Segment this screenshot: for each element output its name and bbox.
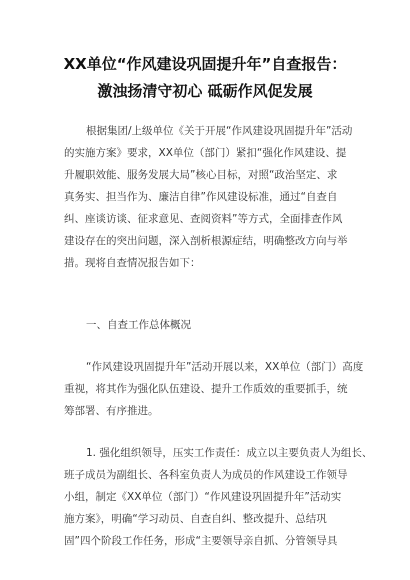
document-title-line-1: XX单位“作风建设巩固提升年”自查报告： xyxy=(63,55,347,73)
item1-line: 班子成员为副组长、各科室负责人为成员的作风建设工作领导 xyxy=(64,469,348,481)
document-title-line-2: 激浊扬清守初心 砥砺作风促发展 xyxy=(97,82,313,100)
item1-line: 1. 强化组织领导，压实工作责任：成立以主要负责人为组长、 xyxy=(86,447,373,459)
section-heading: 一、自查工作总体概况 xyxy=(86,319,191,331)
intro-line: 措。现将自查情况报告如下： xyxy=(64,257,201,269)
item1-line: 固”四个阶段工作任务，形成“主要领导亲自抓、分管领导具 xyxy=(64,535,338,547)
intro-line: 纠、座谈访谈、征求意见、查阅资料”等方式，全面排查作风 xyxy=(64,213,343,225)
intro-line: 的实施方案》要求，XX单位（部门）紧扣“强化作风建设、提 xyxy=(64,147,347,159)
item1-line: 施方案》，明确“学习动员、自查自纠、整改提升、总结巩 xyxy=(64,513,327,525)
section1-line: 重视，将其作为强化队伍建设、提升工作质效的重要抓手，统 xyxy=(64,383,348,395)
section1-line: 筹部署、有序推进。 xyxy=(64,405,159,417)
intro-line: 根据集团/上级单位《关于开展“作风建设巩固提升年”活动 xyxy=(86,125,353,137)
section1-line: “作风建设巩固提升年”活动开展以来，XX单位（部门）高度 xyxy=(86,361,364,373)
intro-line: 建设存在的突出问题，深入剖析根源症结，明确整改方向与举 xyxy=(64,235,348,247)
intro-line: 真务实、担当作为、廉洁自律”作风建设标准，通过“自查自 xyxy=(64,191,338,203)
item1-line: 小组，制定《XX单位（部门）“作风建设巩固提升年”活动实 xyxy=(64,491,342,503)
intro-line: 升履职效能、服务发展大局”核心目标，对照“政治坚定、求 xyxy=(64,169,338,181)
